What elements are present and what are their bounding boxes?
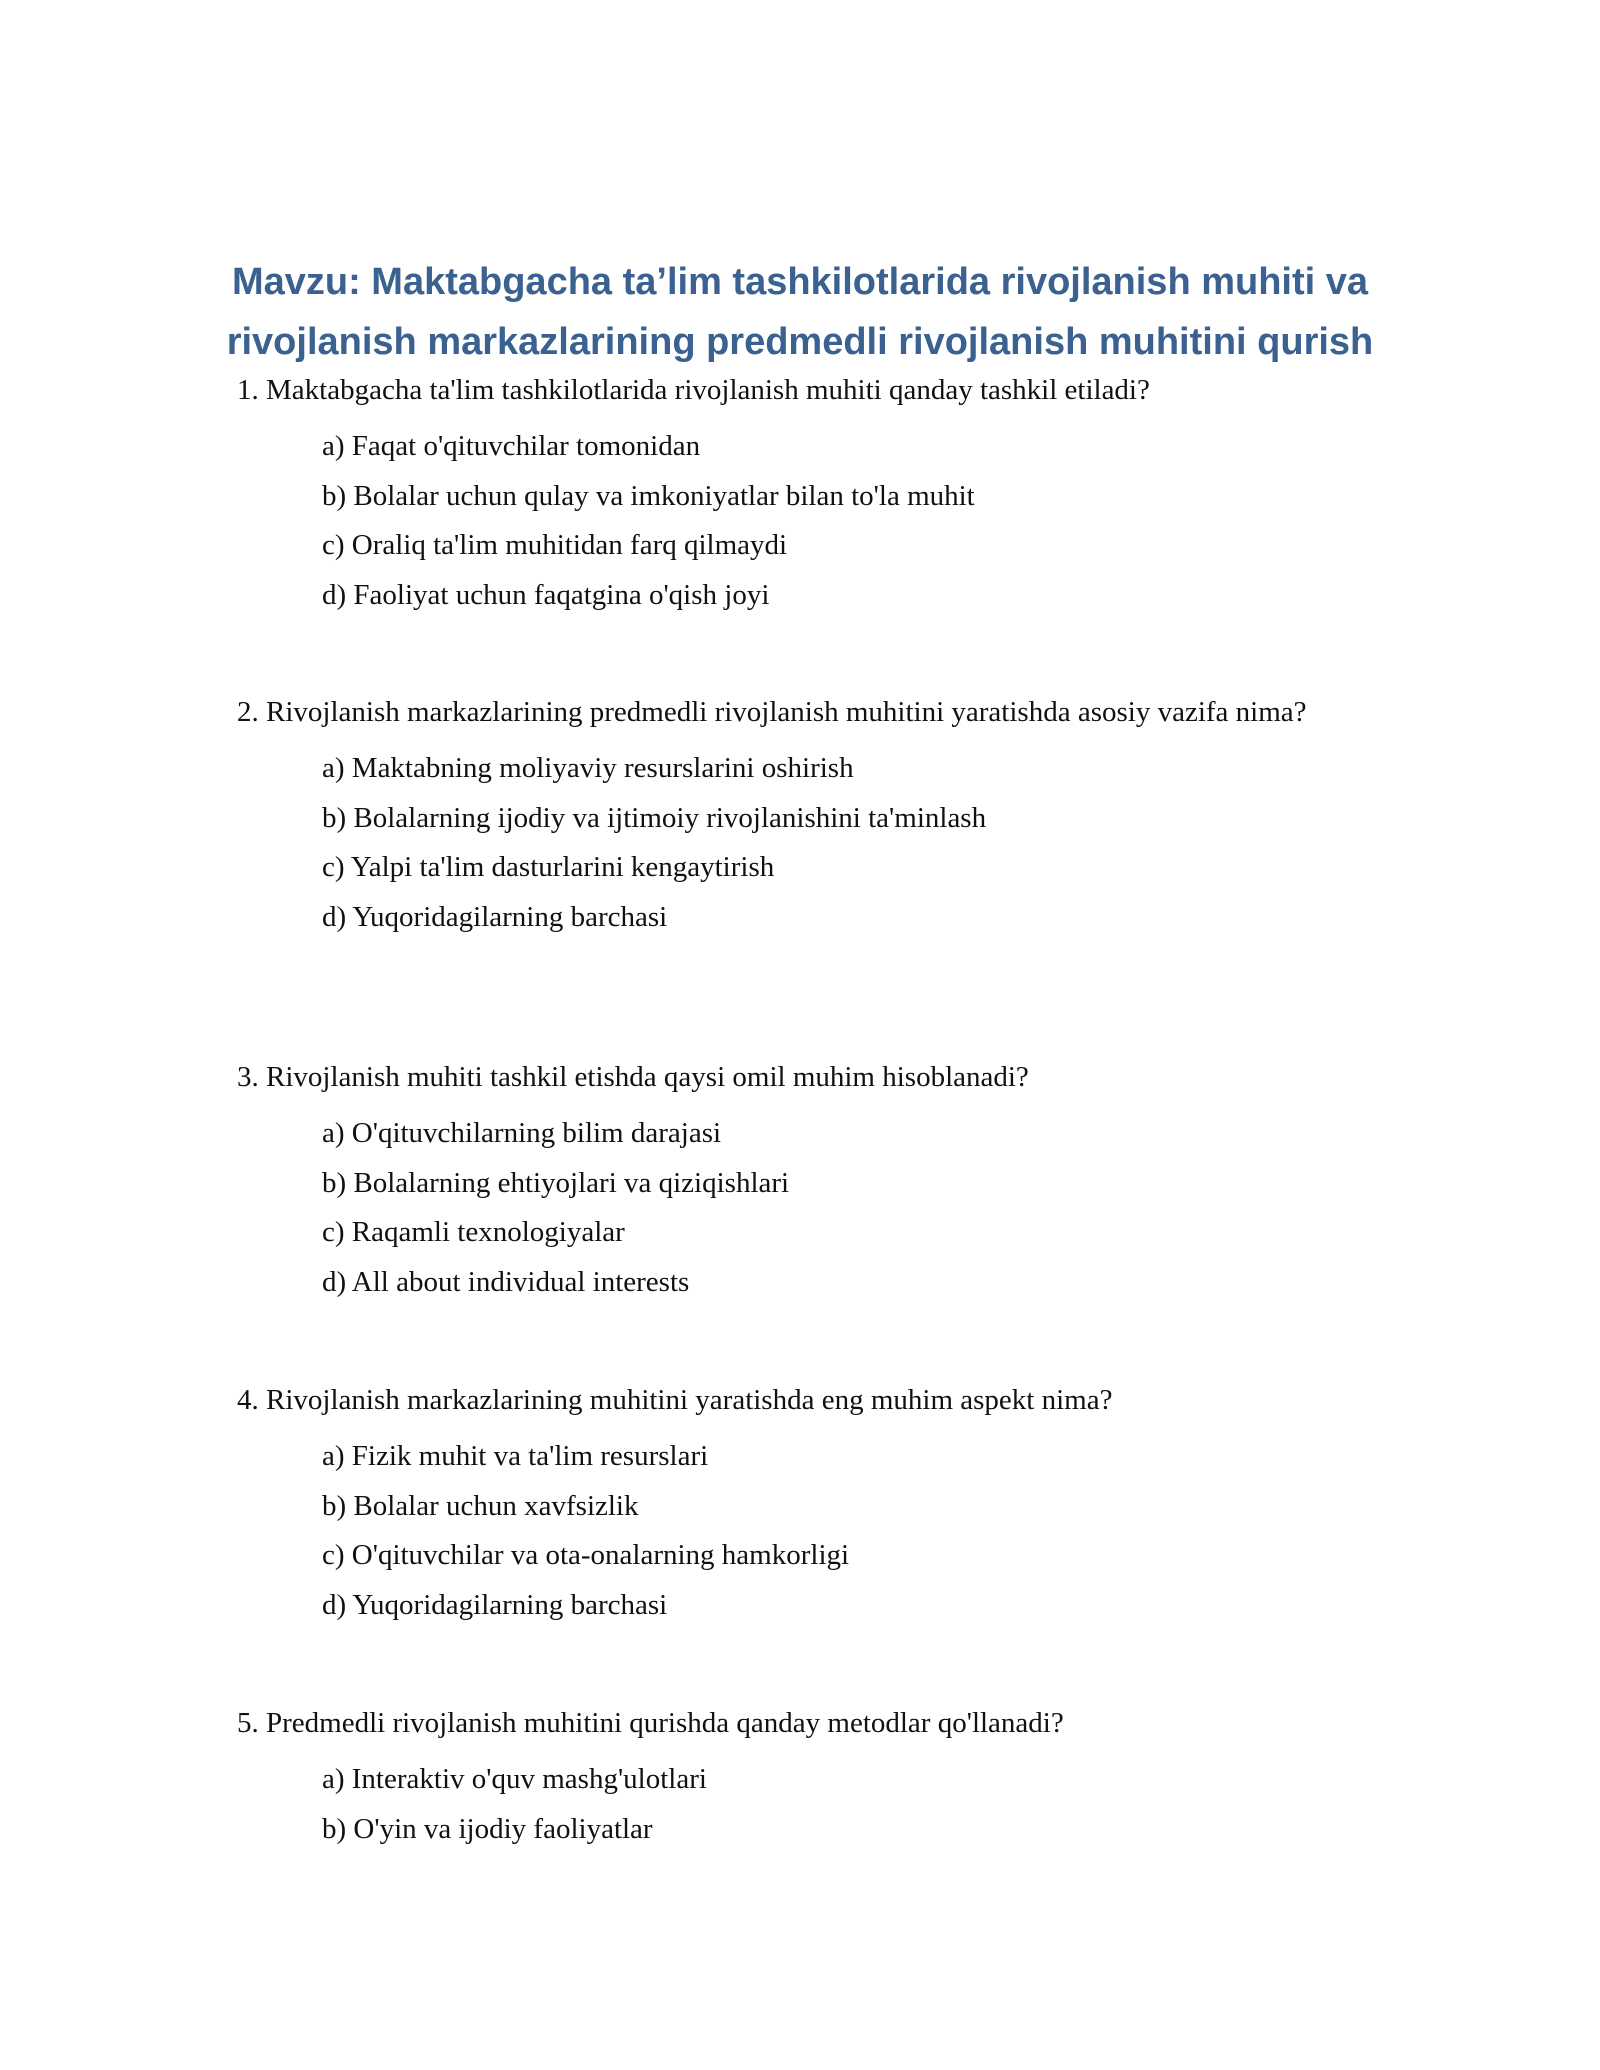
question-text: 1. Maktabgacha ta'lim tashkilotlarida rivojlanish muhiti qanday tashkil etiladi? [237, 374, 1150, 406]
question-5 [237, 1703, 1367, 1854]
option-c: c) Raqamli texnologiyalar [322, 1216, 625, 1248]
option-a: a) Interaktiv o'quv mashg'ulotlari [322, 1763, 707, 1795]
option-a: a) O'qituvchilarning bilim darajasi [322, 1117, 722, 1149]
option-c: c) Yalpi ta'lim dasturlarini kengaytirish [322, 851, 775, 883]
option-list [322, 422, 1367, 620]
question-text: 5. Predmedli rivojlanish muhitini qurishda qanday metodlar qo'llanadi? [237, 1707, 1064, 1739]
option-list [322, 744, 1367, 942]
question-1 [237, 370, 1367, 620]
option-b: b) Bolalarning ijodiy va ijtimoiy rivojlanishini ta'minlash [322, 801, 987, 834]
question-text: 4. Rivojlanish markazlarining muhitini yaratishda eng muhim aspekt nima? [237, 1384, 1113, 1416]
document-title [200, 252, 1400, 372]
option-d: d) Yuqoridagilarning barchasi [322, 1588, 668, 1621]
option-d: d) All about individual interests [322, 1265, 690, 1298]
option-list [322, 1109, 1367, 1307]
option-b: b) Bolalar uchun xavfsizlik [322, 1489, 639, 1522]
question-text: 3. Rivojlanish muhiti tashkil etishda qaysi omil muhim hisoblanadi? [237, 1061, 1029, 1093]
option-list [322, 1432, 1367, 1630]
question-4 [237, 1380, 1367, 1630]
question-2 [237, 692, 1367, 942]
title-line-2: rivojlanish markazlarining predmedli rivojlanish muhitini qurish [226, 321, 1374, 363]
title-line-1: Mavzu: Maktabgacha ta’lim tashkilotlarida rivojlanish muhiti va [231, 261, 1369, 303]
option-d: d) Faoliyat uchun faqatgina o'qish joyi [322, 578, 770, 611]
option-a: a) Maktabning moliyaviy resurslarini oshirish [322, 752, 854, 784]
option-b: b) O'yin va ijodiy faoliyatlar [322, 1812, 653, 1845]
option-c: c) O'qituvchilar va ota-onalarning hamkorligi [322, 1539, 850, 1571]
question-3 [237, 1057, 1367, 1307]
option-d: d) Yuqoridagilarning barchasi [322, 900, 668, 933]
option-a: a) Fizik muhit va ta'lim resurslari [322, 1440, 709, 1472]
option-a: a) Faqat o'qituvchilar tomonidan [322, 430, 701, 462]
question-text: 2. Rivojlanish markazlarining predmedli rivojlanish muhitini yaratishda asosiy vazifa nima? [237, 696, 1307, 728]
option-b: b) Bolalar uchun qulay va imkoniyatlar bilan to'la muhit [322, 479, 975, 512]
option-b: b) Bolalarning ehtiyojlari va qiziqishlari [322, 1166, 790, 1199]
option-list [322, 1755, 1367, 1854]
option-c: c) Oraliq ta'lim muhitidan farq qilmaydi [322, 529, 788, 561]
